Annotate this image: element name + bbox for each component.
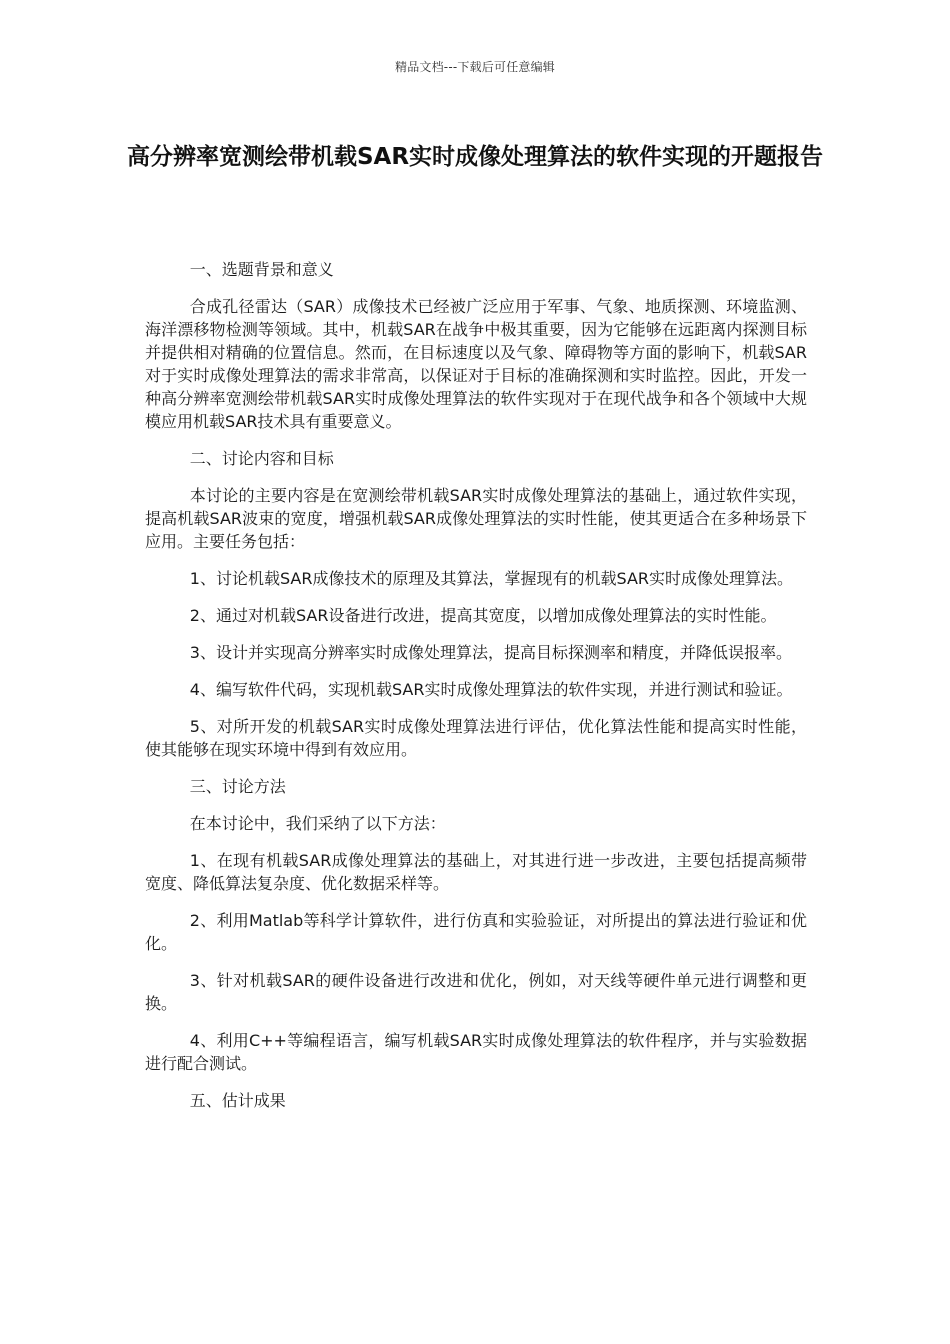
list-item: 3、针对机载SAR的硬件设备进行改进和优化，例如，对天线等硬件单元进行调整和更换。	[145, 971, 807, 1013]
body-paragraph: 本讨论的主要内容是在宽测绘带机载SAR实时成像处理算法的基础上，通过软件实现，提高机载SAR波束的宽度，增强机载SAR成像处理算法的实时性能，使其更适合在多种场景下应用。主要任务包括：	[145, 486, 807, 551]
document-body	[145, 258, 807, 1126]
list-item: 4、编写软件代码，实现机载SAR实时成像处理算法的软件实现，并进行测试和验证。	[189, 680, 793, 699]
body-paragraph: 合成孔径雷达（SAR）成像技术已经被广泛应用于军事、气象、地质探测、环境监测、海洋漂移物检测等领域。其中，机载SAR在战争中极其重要，因为它能够在远距离内探测目标并提供相对精确的位置信息。然而，在目标速度以及气象、障碍物等方面的影响下，机载SAR对于实时成像处理算法的需求非常高，以保证对于目标的准确探测和实时监控。因此，开发一种高分辨率宽测绘带机载SAR实时成像处理算法的软件实现对于在现代战争和各个领域中大规模应用机载SAR技术具有重要意义。	[145, 297, 807, 431]
section-heading: 三、讨论方法	[189, 777, 286, 796]
list-item: 2、通过对机载SAR设备进行改进，提高其宽度，以增加成像处理算法的实时性能。	[189, 606, 777, 625]
section-heading: 五、估计成果	[189, 1091, 286, 1110]
list-item: 1、讨论机载SAR成像技术的原理及其算法，掌握现有的机载SAR实时成像处理算法。	[189, 569, 794, 588]
body-paragraph: 在本讨论中，我们采纳了以下方法：	[189, 814, 446, 833]
section-heading: 二、讨论内容和目标	[189, 449, 334, 468]
list-item: 2、利用Matlab等科学计算软件，进行仿真和实验验证，对所提出的算法进行验证和优化。	[145, 911, 807, 953]
section-heading: 一、选题背景和意义	[189, 260, 334, 279]
document-title: 高分辨率宽测绘带机载SAR实时成像处理算法的软件实现的开题报告	[126, 144, 824, 170]
list-item: 1、在现有机载SAR成像处理算法的基础上，对其进行进一步改进，主要包括提高频带宽度、降低算法复杂度、优化数据采样等。	[145, 851, 807, 893]
list-item: 5、对所开发的机载SAR实时成像处理算法进行评估，优化算法性能和提高实时性能，使其能够在现实环境中得到有效应用。	[145, 717, 807, 759]
page-header: 精品文档---下载后可任意编辑	[395, 60, 555, 74]
list-item: 4、利用C++等编程语言，编写机载SAR实时成像处理算法的软件程序，并与实验数据进行配合测试。	[145, 1031, 807, 1073]
list-item: 3、设计并实现高分辨率实时成像处理算法，提高目标探测率和精度，并降低误报率。	[189, 643, 792, 662]
